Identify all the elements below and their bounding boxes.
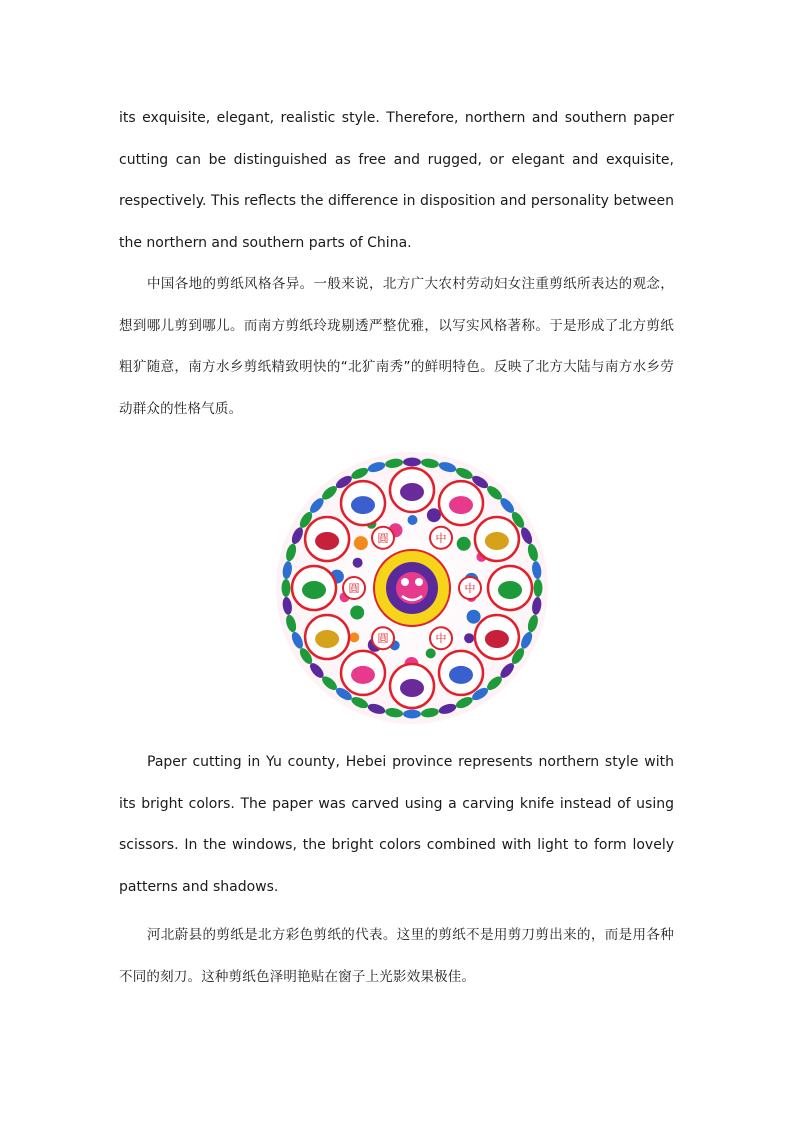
leaf-shape — [534, 579, 543, 597]
leaf-shape — [282, 579, 291, 597]
zodiac-animal-shape — [315, 630, 339, 648]
zodiac-animal-shape — [449, 666, 473, 684]
zodiac-animal-shape — [315, 532, 339, 550]
leaf-shape — [403, 710, 421, 719]
medallion-character: 圓 — [377, 632, 389, 646]
zodiac-animal-shape — [351, 496, 375, 514]
zodiac-animal-shape — [485, 532, 509, 550]
zodiac-animal-shape — [400, 483, 424, 501]
leaf-shape — [403, 458, 421, 467]
flower-shape — [353, 558, 363, 568]
flower-shape — [354, 536, 368, 550]
flower-shape — [350, 606, 364, 620]
flower-shape — [427, 508, 441, 522]
flower-shape — [464, 633, 474, 643]
medallion-character: 圓 — [348, 582, 360, 595]
flower-shape — [426, 648, 436, 658]
paragraph-zh-1: 中国各地的剪纸风格各异。一般来说，北方广大农村劳动妇女注重剪纸所表达的观念，想到哪儿剪到哪儿。而南方剪纸玲珑剔透严整优雅，以写实风格著称。于是形成了北方剪纸粗犷随意，南方水乡剪纸精致明快的“北犷南秀”的鲜明特色。反映了北方大陆与南方水乡劳动群众的性格气质。 — [119, 276, 674, 417]
flower-shape — [457, 537, 471, 551]
medallion-character: 中 — [435, 531, 447, 545]
zodiac-animal-shape — [351, 666, 375, 684]
paragraph-en-1: its exquisite, elegant, realistic style. Therefore, northern and southern paper cutting can be distinguished as free and rugged, or elegant and exquisite, respectively. This reflects the difference in disposition and personality between the northern and southern parts of China. — [119, 110, 674, 251]
flower-shape — [408, 515, 418, 525]
medallion-character: 中 — [464, 582, 476, 595]
zodiac-animal-shape — [498, 581, 522, 599]
zodiac-animal-shape — [485, 630, 509, 648]
zodiac-animal-shape — [400, 679, 424, 697]
paragraph-en-2: Paper cutting in Yu county, Hebei province represents northern style with its bright colors. The paper was carved using a carving knife instead of using scissors. In the windows, the bright colors combined with light to form lovely patterns and shadows. — [119, 754, 674, 895]
medallion-character: 中 — [435, 632, 447, 646]
paragraph-zh-2: 河北蔚县的剪纸是北方彩色剪纸的代表。这里的剪纸不是用剪刀剪出来的，而是用各种不同的刻刀。这种剪纸色泽明艳贴在窗子上光影效果极佳。 — [119, 927, 674, 985]
flower-shape — [349, 632, 359, 642]
zodiac-animal-shape — [302, 581, 326, 599]
flower-shape — [467, 610, 481, 624]
medallion-character: 圓 — [377, 531, 389, 545]
zodiac-animal-shape — [449, 496, 473, 514]
paper-cutting-image — [274, 450, 550, 726]
